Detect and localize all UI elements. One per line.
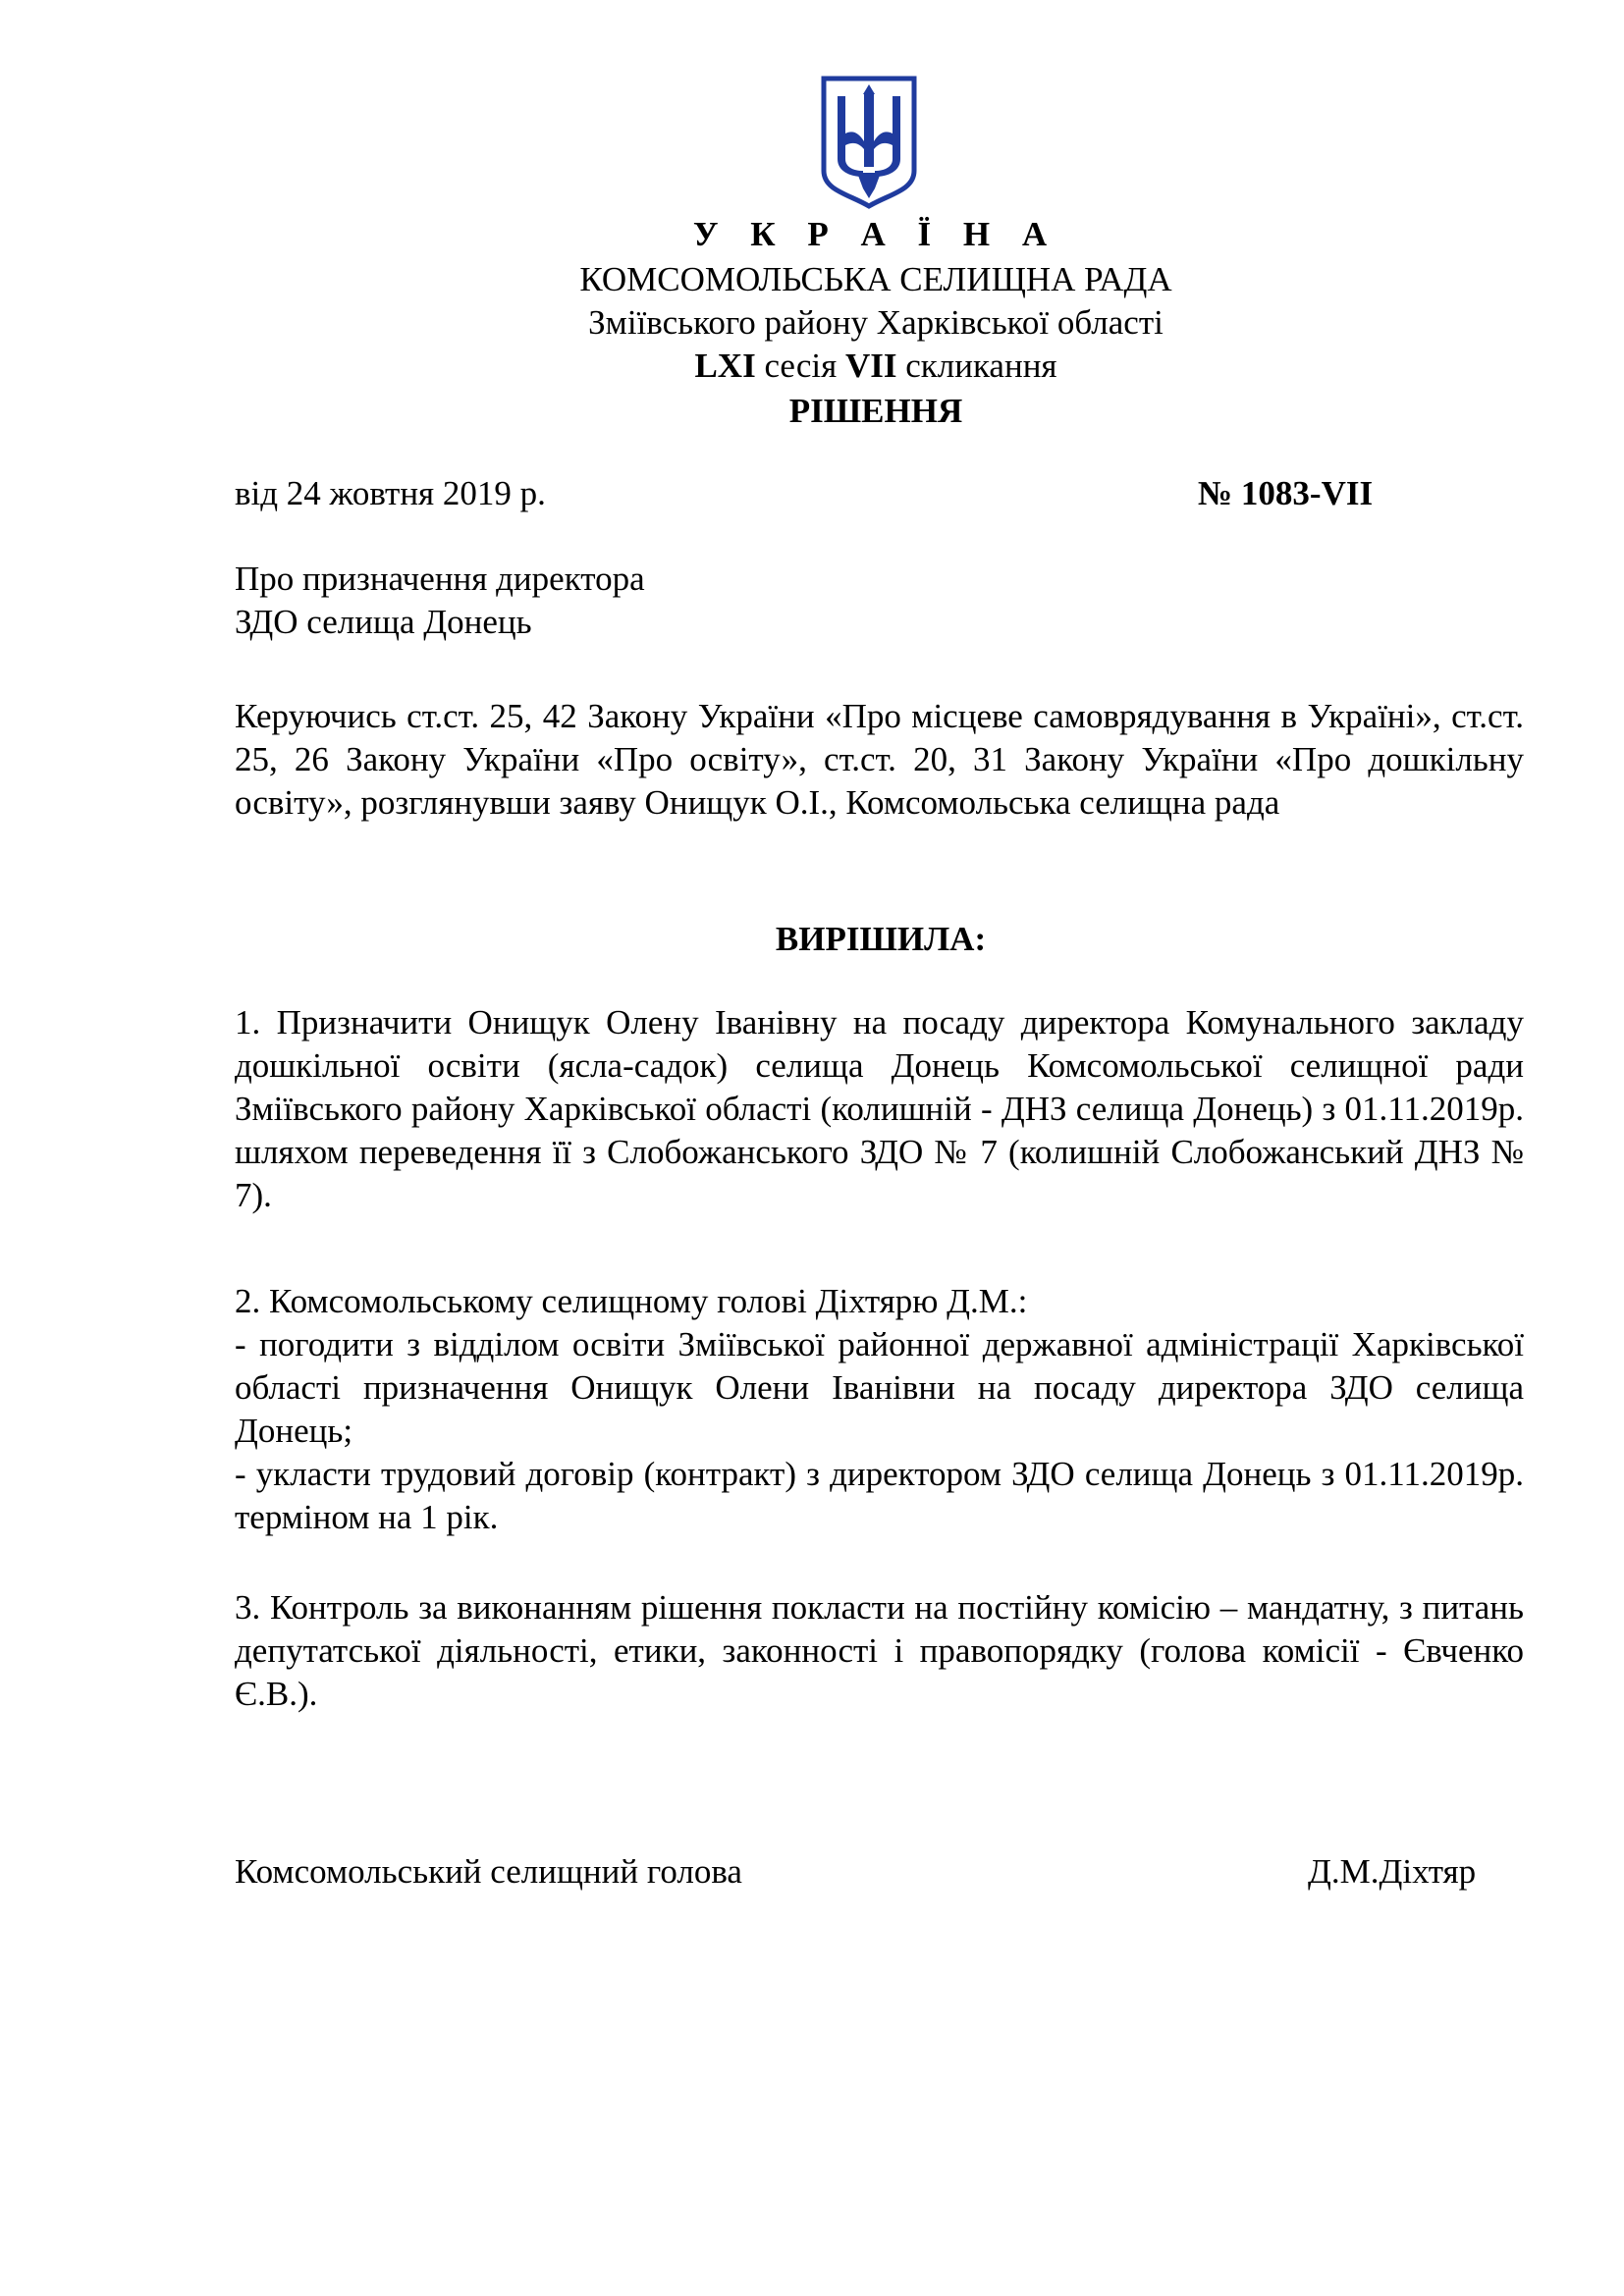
convocation-roman: VII — [844, 347, 897, 385]
convocation-word: скликання — [905, 347, 1057, 385]
council-name: КОМСОМОЛЬСЬКА СЕЛИЩНА РАДА — [579, 260, 1172, 298]
subject-line-1: Про призначення директора — [235, 560, 645, 598]
decision-subject — [235, 558, 645, 644]
district-line: Зміївського району Харківської області — [588, 303, 1164, 342]
decision-number: № 1083-VII — [1198, 474, 1374, 512]
preamble-paragraph: Керуючись ст.ст. 25, 42 Закону України «Про місцеве самоврядування в Україні», ст.ст. 25, 26 Закону України «Про освіту», ст.ст. 20, 31 Закону України «Про дошкільну освіту», розглянувши заяву Онищук О.І., Комсомольська селищна рада — [235, 697, 1524, 822]
decision-item-3: 3. Контроль за виконанням рішення покласти на постійну комісію – мандатну, з питань депутатської діяльності, етики, законності і правопорядку (голова комісії - Євченко Є.В.). — [235, 1588, 1524, 1713]
subject-line-2: ЗДО селища Донець — [235, 603, 532, 641]
session-line — [0, 346, 1624, 387]
coat-of-arms-icon — [820, 75, 918, 210]
signatory-title: Комсомольський селищний голова — [235, 1852, 742, 1891]
item-2-intro: 2. Комсомольському селищному голові Діхтярю Д.М.: — [235, 1282, 1028, 1320]
signatory-name: Д.М.Діхтяр — [1308, 1852, 1477, 1891]
decision-item-2 — [235, 1280, 1524, 1539]
item-2-point-a: - погодити з відділом освіти Зміївської районної державної адміністрації Харківської області призначення Онищук Олени Іванівни на посаду директора ЗДО селища Донець; — [235, 1325, 1524, 1450]
resolved-heading: ВИРІШИЛА: — [775, 920, 987, 958]
session-word: сесія — [764, 347, 838, 385]
session-roman: LXI — [694, 347, 756, 385]
decision-date: від 24 жовтня 2019 р. — [235, 474, 546, 512]
item-2-point-b: - укласти трудовий договір (контракт) з директором ЗДО селища Донець з 01.11.2019р. терміном на 1 рік. — [235, 1455, 1524, 1536]
document-type-heading: РІШЕННЯ — [788, 392, 963, 430]
decision-item-1: 1. Призначити Онищук Олену Іванівну на посаду директора Комунального закладу дошкільної освіти (ясла-садок) селища Донець Комсомольської селищної ради Зміївського району Харківської області (колишній - ДНЗ селища Донець) з 01.11.2019р. шляхом переведення її з Слобожанського ЗДО № 7 (колишній Слобожанський ДНЗ № 7). — [235, 1003, 1524, 1214]
country-heading: У К Р А Ї Н А — [692, 215, 1059, 253]
